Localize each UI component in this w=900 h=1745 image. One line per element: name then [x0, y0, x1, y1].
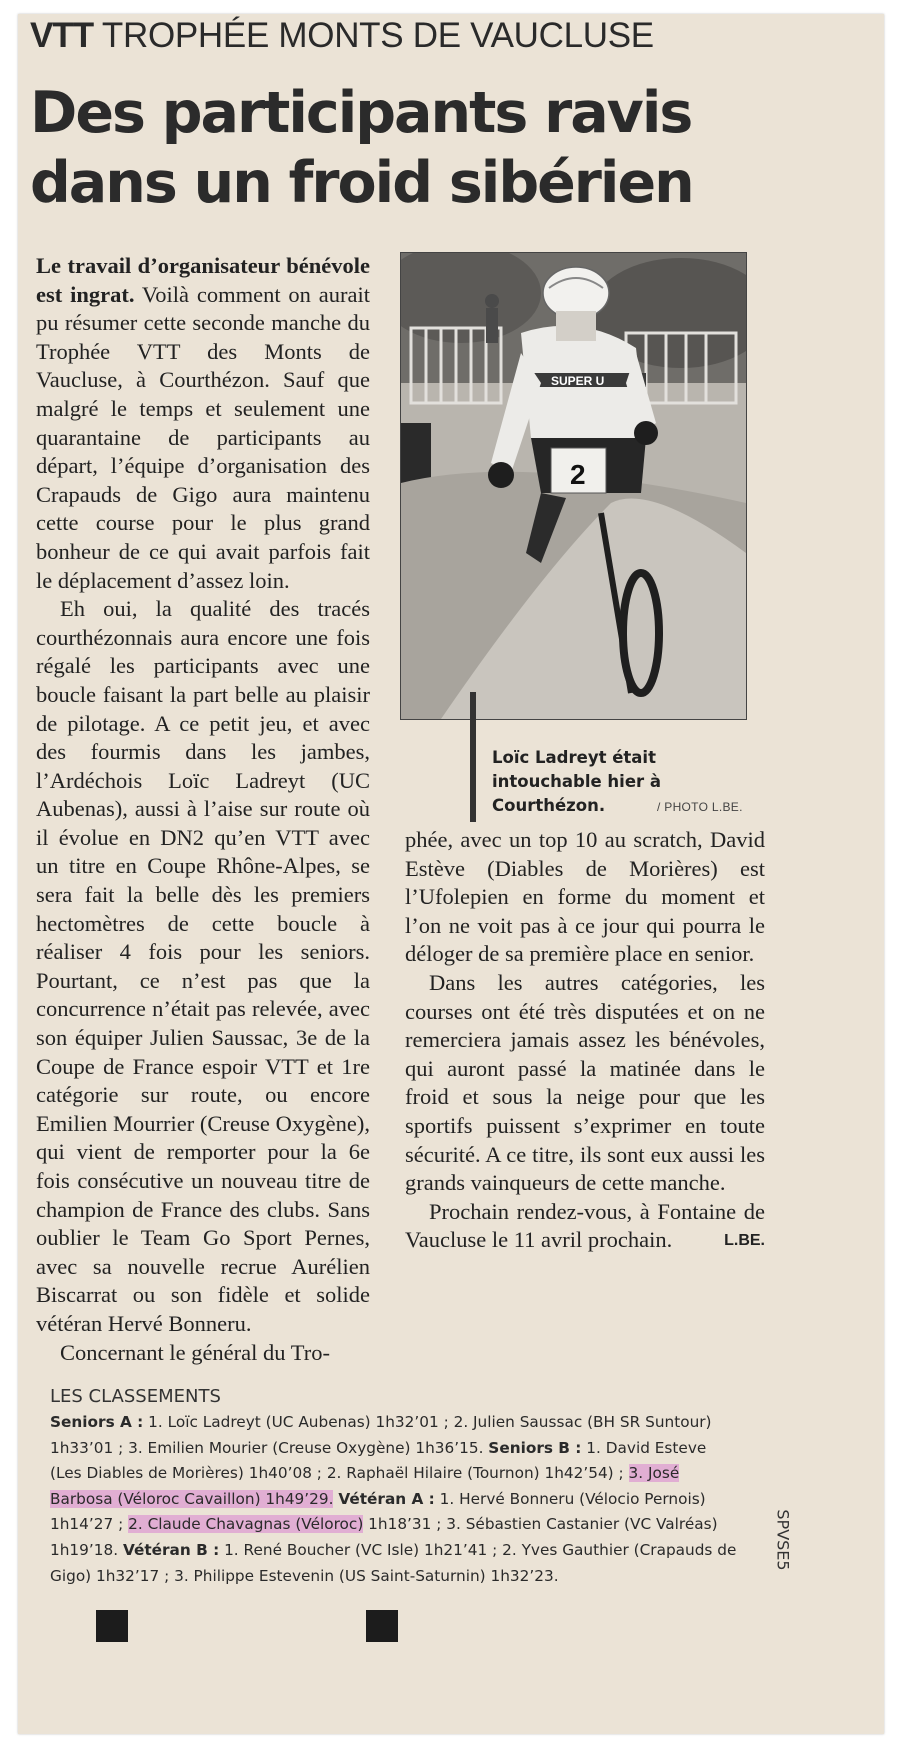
section-kicker [30, 16, 654, 56]
highlighted-result-barbosa: 3. José Barbosa (Véloroc Cavaillon) 1h49’29. [50, 1464, 680, 1508]
kicker-text: TROPHÉE MONTS DE VAUCLUSE [101, 16, 654, 55]
author-signature: L.BE. [724, 1231, 765, 1249]
headline [30, 78, 850, 218]
jersey-text: SUPER U [551, 374, 605, 388]
article-paragraph-1 [36, 252, 370, 595]
seniors-a-label: Seniors A : [50, 1413, 144, 1431]
side-code: SPVSE5 [773, 1509, 793, 1571]
veteran-b-results: 1. René Boucher (VC Isle) 1h21’41 ; 2. Yves Gauthier (Crapauds de Gigo) 1h32’17 ; 3. Philippe Estevenin (US Saint-Saturnin) 1h32’23. [50, 1540, 737, 1585]
photo-credit: / PHOTO L.BE. [657, 800, 743, 814]
headline-line-2: dans un froid sibérien [30, 150, 693, 216]
article-paragraph-4: Dans les autres catégories, les courses ont été très disputées et on ne remerciera jamais assez les bénévoles, qui auront passé la matinée dans le froid et sous la neige pour que les sportifs puissent s’exprimer en toute sécurité. A ce titre, ils sont eux aussi les grands vainqueurs de cette manche. [405, 969, 765, 1196]
article-column-2 [405, 826, 765, 1255]
veteran-b-label: Vétéran B : [122, 1540, 220, 1559]
kicker-bold: VTT [30, 16, 94, 55]
end-square-mark [366, 1610, 398, 1642]
article-paragraph-5: Prochain rendez-vous, à Fontaine de Vaucluse le 11 avril prochain. [405, 1198, 765, 1253]
article-paragraph-3-start: Concernant le général du Tro- [60, 1339, 330, 1365]
race-number: 2 [570, 459, 586, 490]
article-photo [400, 252, 747, 720]
veteran-a-results-rest: 1h18’31 ; 3. Sébastien Castanier (VC Valréas) 1h19’18. [50, 1515, 718, 1559]
article-paragraph-2: Eh oui, la qualité des tracés courthézonnais aura encore une fois régalé les participants avec une boucle faisant la part belle au plaisir de pilotage. A ce petit jeu, et avec des fourmis dans les jambes, l’Ardéchois Loïc Ladreyt (UC Aubenas), aussi à l’aise sur route où il évolue en DN2 qu’en VTT avec un titre en Coupe Rhône-Alpes, se sera fait la belle dès les premiers hectomètres de cette boucle à réaliser 4 fois pour les seniors. Pourtant, ce n’est pas que la concurrence n’était pas relevée, avec son équiper Julien Saussac, 3e de la Coupe de France espoir VTT et 1re catégorie sur route, ou encore Emilien Mourrier (Creuse Oxygène), qui vient de remporter pour la 6e fois consécutive un nouveau titre de champion de France des clubs. Sans oublier le Team Go Sport Pernes, avec sa nouvelle recrue Aurélien Biscarrat ou son fidèle et solide vétéran Hervé Bonneru. [36, 596, 370, 1336]
article-lead: Le travail d’organisateur bénévole est ingrat. [36, 253, 370, 307]
photo-caption: Loïc Ladreyt était intouchable hier à Courthézon. [492, 748, 662, 815]
article-paragraph-3-continued: phée, avec un top 10 au scratch, David Estève (Diables de Morières) est l’Ufolepien en forme du moment et l’on ne voit pas à ce jour qui pourra le déloger de sa première place en senior. [405, 827, 765, 967]
seniors-b-label: Seniors B : [488, 1438, 582, 1457]
seniors-a-results: 1. Loïc Ladreyt (UC Aubenas) 1h32’01 ; 2. Julien Saussac (BH SR Suntour) 1h33’01 ; 3. Emilien Mourier (Creuse Oxygène) 1h36’15. [50, 1413, 712, 1457]
results-title: LES CLASSEMENTS [50, 1386, 221, 1407]
article-paragraph-1-text: Voilà comment on aurait pu résumer cette seconde manche du Trophée VTT des Monts de Vaucluse, à Courthézon. Sauf que malgré le temps et seulement une quarantaine de participants au départ, l’équipe d’organisation des Crapauds de Gigo aura maintenu cette course pour le plus grand bonheur de ce qui avait parfois fait le déplacement d’assez loin. [36, 281, 370, 593]
veteran-a-label: Vétéran A : [338, 1489, 435, 1508]
article-column-1 [36, 252, 370, 1367]
results-text [50, 1410, 740, 1589]
seniors-b-results: 1. David Esteve (Les Diables de Morières) 1h40’08 ; 2. Raphaël Hilaire (Tournon) 1h42’54) ; [50, 1438, 707, 1483]
end-square-mark [96, 1610, 128, 1642]
cyclist-photo-illustration [401, 253, 746, 719]
highlighted-result-chavagnas: 2. Claude Chavagnas (Véloroc) [128, 1515, 364, 1534]
veteran-a-results: 1. Hervé Bonneru (Vélocio Pernois) 1h14’27 ; [50, 1489, 706, 1534]
headline-line-1: Des participants ravis [30, 80, 692, 146]
caption-rule [470, 692, 476, 822]
